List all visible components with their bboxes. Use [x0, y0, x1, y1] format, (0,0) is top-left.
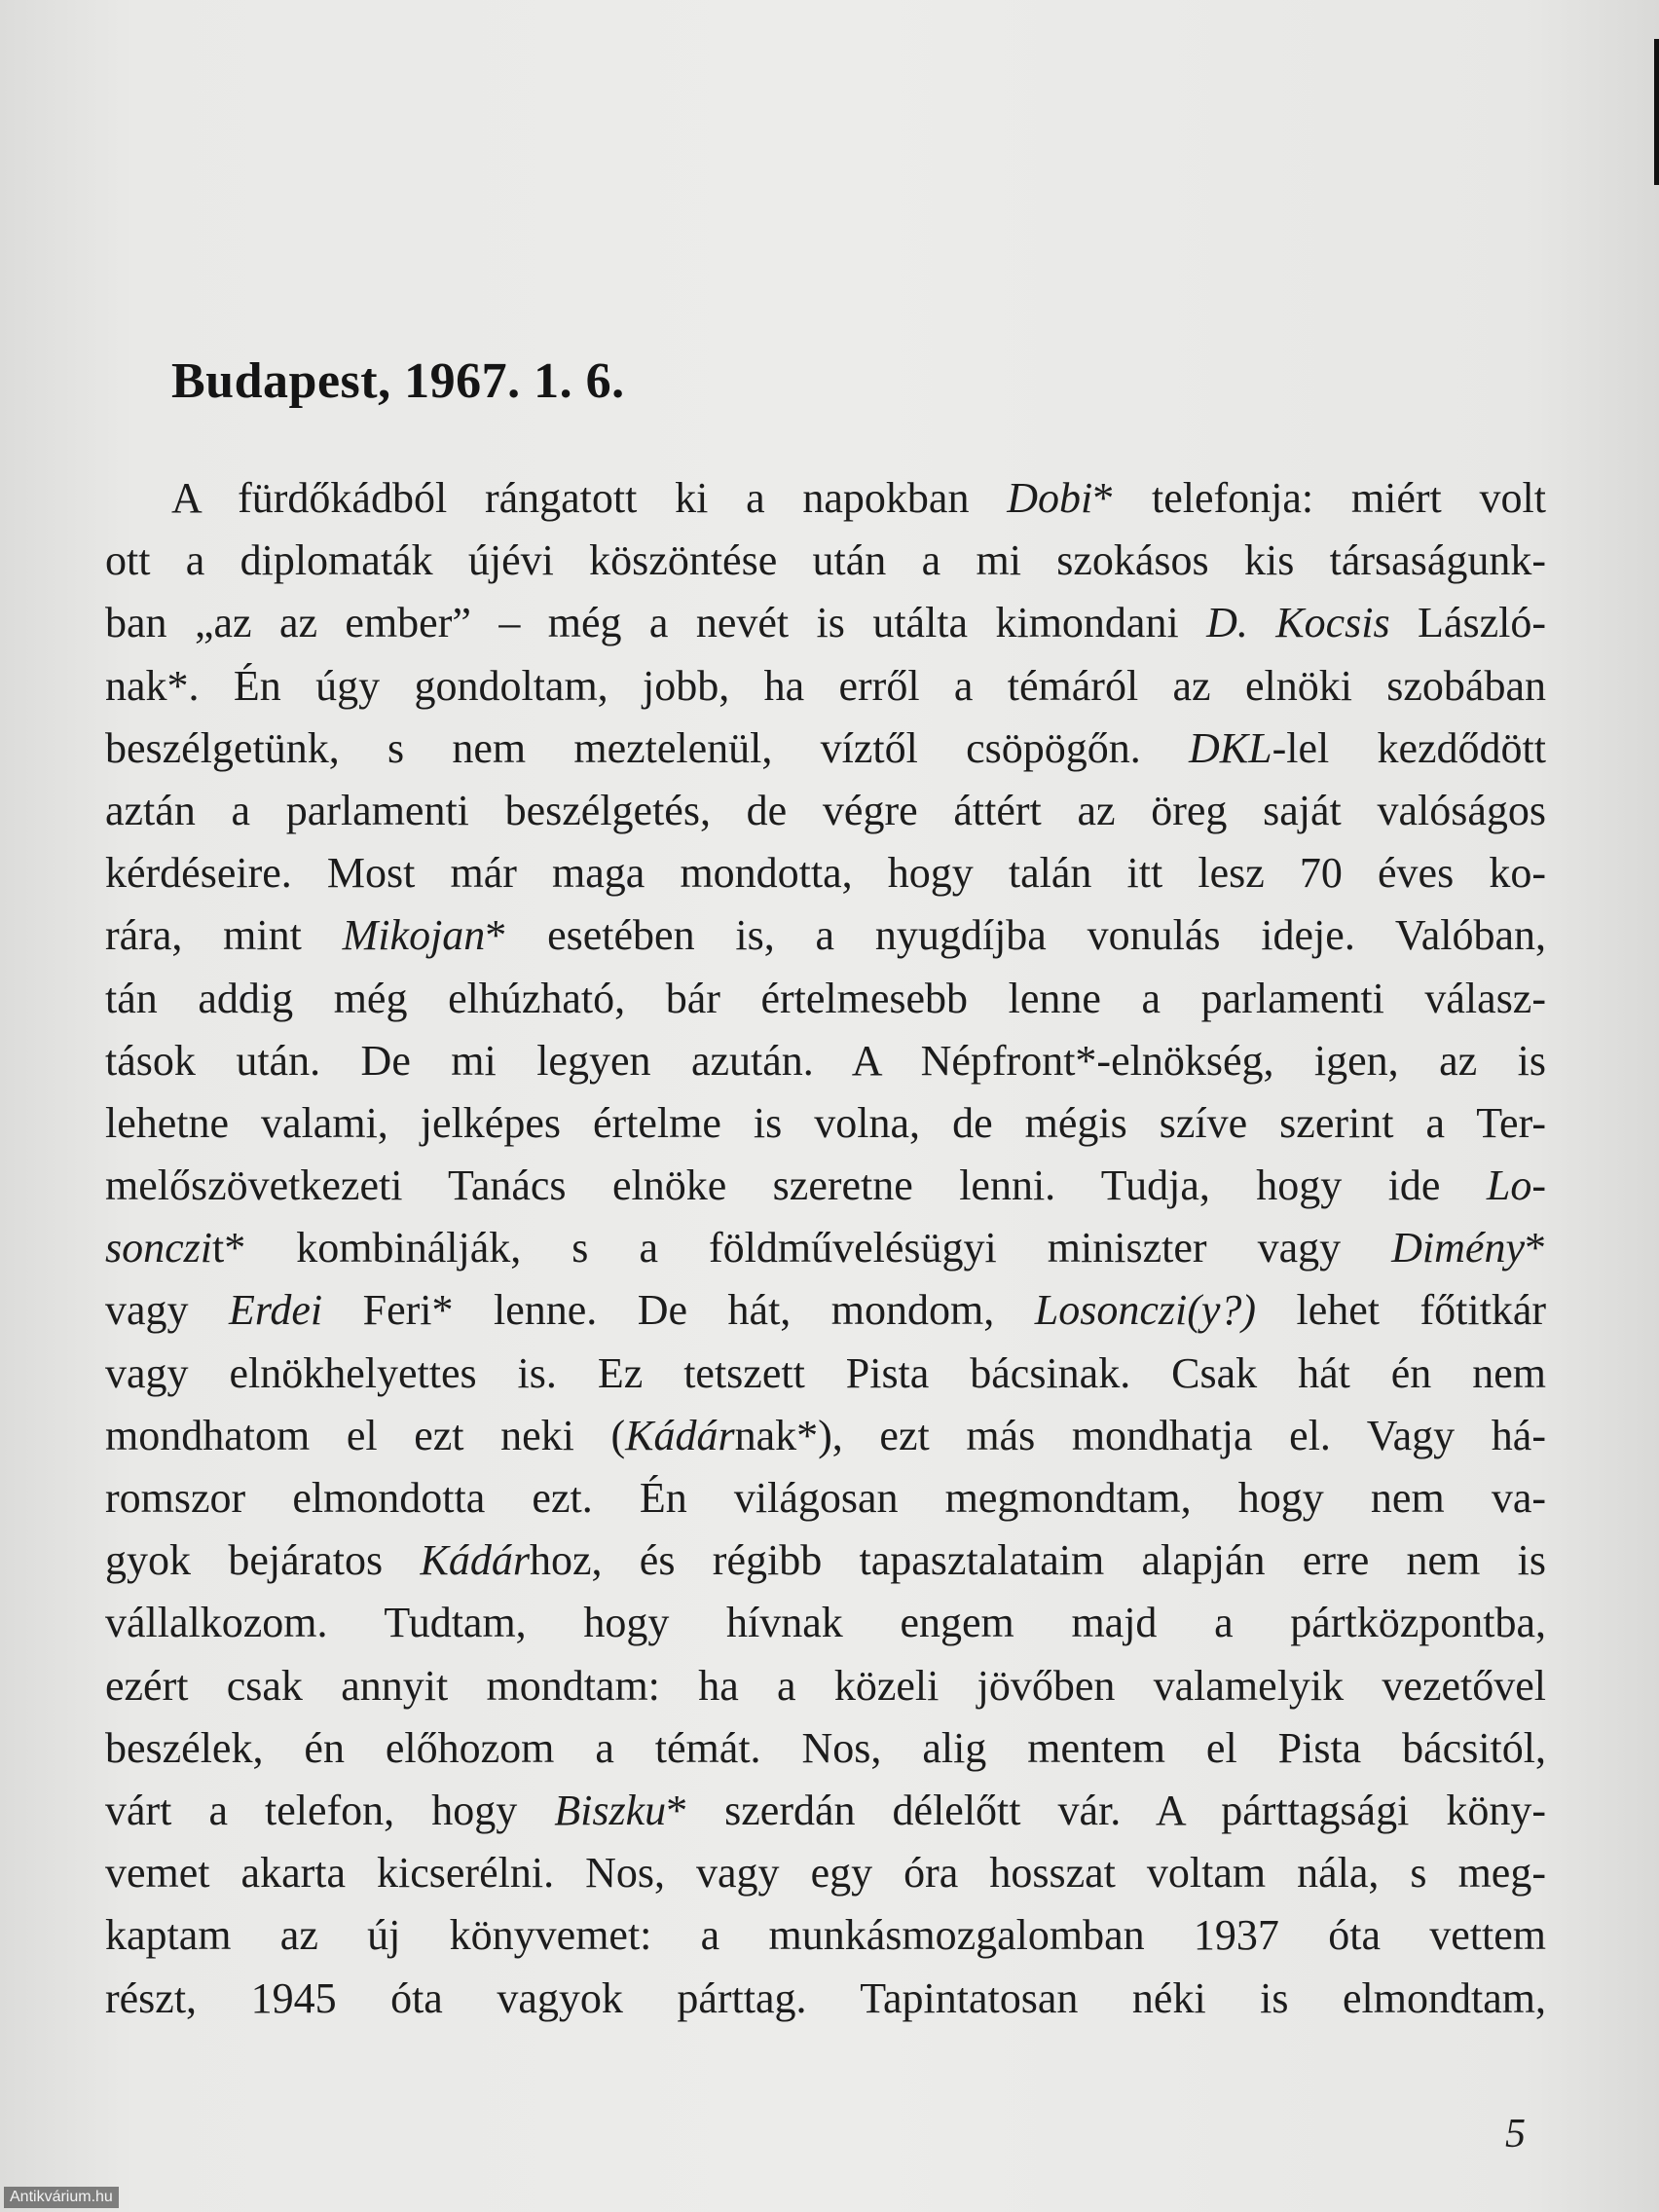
- italic-name: Mikojan: [342, 911, 486, 960]
- text-line: [105, 1405, 1546, 1467]
- italic-name: Dobi: [1007, 474, 1093, 522]
- italic-name: D. Kocsis: [1206, 599, 1390, 647]
- text-run: nak*. Én úgy gondoltam, jobb, ha erről a témáról az elnöki szobában: [105, 661, 1546, 710]
- text-line: [105, 1842, 1546, 1904]
- text-run: t* kombinálják, s a földművelésügyi miniszter vagy: [212, 1224, 1392, 1272]
- text-run: várt a telefon, hogy: [105, 1786, 555, 1834]
- text-run: aztán a parlamenti beszélgetés, de végre áttért az öreg saját valóságos: [105, 786, 1546, 834]
- text-line: [105, 1343, 1546, 1405]
- text-run: nak*), ezt más mondhatja el. Vagy há-: [734, 1411, 1546, 1459]
- text-line: [105, 968, 1546, 1030]
- text-line: [105, 1030, 1546, 1092]
- text-run: rára, mint: [105, 911, 343, 960]
- italic-name: Erdei: [229, 1286, 323, 1335]
- text-line: [105, 1092, 1546, 1155]
- text-run: *: [1525, 1224, 1546, 1272]
- text-run: vállalkozom. Tudtam, hogy hívnak engem majd a pártközpontba,: [105, 1599, 1546, 1647]
- italic-name: Biszku: [554, 1786, 667, 1834]
- italic-name: Kádár: [420, 1536, 530, 1585]
- text-line: [105, 842, 1546, 904]
- text-run: melőszövetkezeti Tanács elnöke szeretne lenni. Tudja, hogy ide: [105, 1161, 1487, 1210]
- italic-name: Losonczi(y?): [1034, 1286, 1257, 1335]
- text-run: lehetne valami, jelképes értelme is volna, de mégis szíve szerint a Ter-: [105, 1098, 1546, 1147]
- diary-paragraph: [105, 467, 1546, 2030]
- text-line: [105, 1592, 1546, 1654]
- text-line: [105, 467, 1546, 530]
- text-line: [105, 1530, 1546, 1592]
- text-line: [105, 592, 1546, 654]
- text-run: mondhatom el ezt neki (: [105, 1411, 626, 1459]
- text-run: romszor elmondotta ezt. Én világosan megmondtam, hogy nem va-: [105, 1474, 1546, 1522]
- text-run: * szerdán délelőtt vár. A párttagsági köny-: [666, 1786, 1546, 1834]
- text-run: beszélgetünk, s nem meztelenül, víztől csöpögőn.: [105, 723, 1190, 772]
- text-run: beszélek, én előhozom a témát. Nos, alig mentem el Pista bácsitól,: [105, 1723, 1546, 1772]
- text-line: [105, 1155, 1546, 1217]
- text-line: [105, 904, 1546, 967]
- text-run: részt, 1945 óta vagyok párttag. Tapintatosan néki is elmondtam,: [105, 1973, 1546, 2022]
- italic-name: Kádár: [625, 1411, 735, 1459]
- text-run: ezért csak annyit mondtam: ha a közeli jövőben valamelyik vezetővel: [105, 1661, 1546, 1710]
- text-run: Feri* lenne. De hát, mondom,: [322, 1286, 1035, 1335]
- text-run: -lel kezdődött: [1272, 723, 1547, 772]
- text-line: [105, 1717, 1546, 1780]
- text-line: [105, 1279, 1546, 1342]
- entry-date-heading: Budapest, 1967. 1. 6.: [171, 353, 625, 409]
- text-line: [105, 1904, 1546, 1967]
- italic-name: Lo-: [1486, 1161, 1546, 1210]
- text-run: kaptam az új könyvemet: a munkásmozgalomban 1937 óta vettem: [105, 1911, 1546, 1960]
- text-line: [105, 1217, 1546, 1279]
- text-line: [105, 780, 1546, 842]
- italic-name: DKL: [1189, 723, 1272, 772]
- text-run: A fürdőkádból rángatott ki a napokban: [171, 474, 1008, 522]
- text-run: * esetében is, a nyugdíjba vonulás ideje. Valóban,: [485, 911, 1547, 960]
- text-run: * telefonja: miért volt: [1092, 474, 1546, 522]
- text-line: [105, 1968, 1546, 2030]
- text-line: [105, 1467, 1546, 1530]
- text-run: gyok bejáratos: [105, 1536, 421, 1585]
- text-run: ban „az az ember” – még a nevét is utálta kimondani: [105, 599, 1207, 647]
- text-line: [105, 655, 1546, 718]
- text-run: vagy elnökhelyettes is. Ez tetszett Pista bácsinak. Csak hát én nem: [105, 1348, 1546, 1397]
- italic-name: Dimény: [1391, 1224, 1525, 1272]
- text-run: tások után. De mi legyen azután. A Népfront*-elnökség, igen, az is: [105, 1036, 1546, 1085]
- text-line: [105, 1655, 1546, 1717]
- text-run: tán addig még elhúzható, bár értelmesebb lenne a parlamenti válasz-: [105, 974, 1546, 1022]
- text-run: lehet főtitkár: [1256, 1286, 1547, 1335]
- text-run: vemet akarta kicserélni. Nos, vagy egy óra hosszat voltam nála, s meg-: [105, 1849, 1546, 1898]
- text-line: [105, 530, 1546, 592]
- page-number: 5: [1505, 2112, 1526, 2157]
- text-line: [105, 718, 1546, 780]
- text-line: [105, 1780, 1546, 1842]
- text-run: vagy: [105, 1286, 230, 1335]
- text-run: kérdéseire. Most már maga mondotta, hogy talán itt lesz 70 éves ko-: [105, 849, 1546, 898]
- text-run: László-: [1389, 599, 1546, 647]
- text-run: hoz, és régibb tapasztalataim alapján erre nem is: [529, 1536, 1546, 1585]
- italic-name: sonczi: [105, 1224, 212, 1272]
- page-edge-mark: [1654, 39, 1659, 185]
- watermark: Antikvárium.hu: [4, 2187, 119, 2208]
- text-run: ott a diplomaták újévi köszöntése után a mi szokásos kis társaságunk-: [105, 536, 1546, 585]
